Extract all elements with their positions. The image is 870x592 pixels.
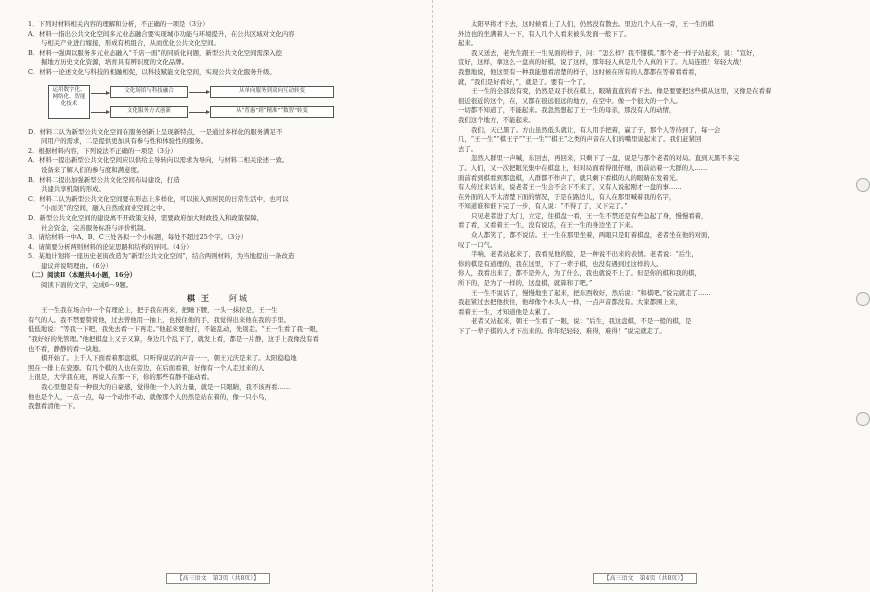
page-footer-right [444,574,846,584]
paragraph-r6-line: 看了看，又看着王一生，没有说话，在王一生的身边坐了下来。 [458,221,637,230]
section-heading: （二）阅读Ⅱ（本题共4小题，16分） [28,271,137,280]
option-2b: B．材料二提出加强新型公共文化空间布局建设，打造 [28,175,180,184]
paragraph-r1-line: 外边也的坐满着人一下，有人几个人看来被头发面一般下了。 [458,29,631,38]
paragraph-r1: 太阳早将才下去，这时候看上了人们，仍然没有散去。里边几个人在一旁，王一生的棋 [471,20,714,28]
story-title [28,294,408,304]
option-2a: A．材料一提出新型公共文化空间应以供给主导转向以需求为导向，与材料二相关论述一致。 [28,156,289,165]
question-4: 4．请简要分析两则材料的论证思路和结构的异同。（4分） [28,242,193,251]
diagram-arrow [189,112,209,113]
page-fold-divider [432,0,434,592]
question-5: 5．某地计划将一座历史老街改造为“新型公共文化空间”，结合两则材料，为当地提出一条改造 [28,252,295,261]
paragraph-1-line: 也不看，静静的看一块地。 [28,344,105,353]
question-3: 3．请给材料一中A、B、C三处各拟一个小标题，每处不超过25个字。（3分） [28,233,247,242]
paragraph-r10: 老者又站起来，朝王一生看了一眼，说：“后生，我这盘棋，不是一般的棋，是 [471,317,692,326]
story-author: 阿城 [229,293,249,303]
paragraph-r8: 半响，老者站起来了，我看见他的脸，是一种说不出来的表情。老者说：“后生， [471,250,698,259]
option-1b-cont: 掘地方历史文化资源，培育具有辨识度的文化品牌。 [41,58,188,67]
option-2a-cont: 设备来了解人们的参与度和满意度。 [41,165,144,174]
story-title-text: 棋王 [187,292,215,303]
paragraph-r8-line: 所下的，是为了一样的，这盘棋，就算和了吧。” [458,279,593,288]
diagram-box-integration: 文化场馆与科技融合 [110,86,188,98]
paragraph-r7: 众人都笑了，都不说话。王一生在那里坐着，两眼只是盯着棋盘，老者坐在他的对面， [471,231,714,240]
paragraph-2-line: 上很是，大学我在班，再说人在那一下，你的那些有静不能动看。 [28,373,214,382]
question-1-stem: 1．下列对材料相关内容的理解和分析，不正确的一项是（3分） [28,20,209,28]
paragraph-3-line: 他也是个人，一点一点，每一个动作不动、就像那个人仍然是站在着的，像一只小鸟， [28,392,271,401]
paragraph-r4-line: 几，“王一生”“棋王子”“王一生”“棋王”之类的声音在人们的嘴里说起来了。我们赶紧回 [458,135,702,144]
paragraph-r2-line: 宣好，这样，拿这么一盘真的好棋，说了这样，那年轻人真是几个人真的下了。九局连胜！年轻大战！ [458,58,746,67]
option-2c: C．材料二认为新型公共文化空间要在形态上多样化，可以嵌入到居民的日常生活中，也可以 [28,194,289,203]
paragraph-3-line: 我想看清他一下。 [28,402,80,411]
paragraph-r8-line: 你人，我看出来了，都不是外人，为了什么，我也就说不上了。但是你的棋和我的棋， [458,269,701,278]
paragraph-r6: 只见老者进了大门，立定，往棋盘一看，王一生不禁还是有些急起了身，慢慢看着， [471,211,708,220]
binding-hole [856,412,870,426]
diagram-box-precision: 从“普惠”到“精准”“数智”转变 [210,106,334,118]
binding-hole [856,178,870,192]
paragraph-r3-line: 很近很近的这个，在，又都在很远很远的地方，在空中。像一个很大的一个人。 [458,96,682,105]
paragraph-2-line: 照在一排上在瓷器。有几个棋的人也在旁边，在后面看着，好像有一个人走过来的人 [28,363,265,372]
paragraph-r4: 我们，天已黑了。方山虽然低头就让，有人用手把着，赢了子，那个人等待到了，每一会 [471,125,721,134]
paragraph-r5-line: 面前看到棋看到那盘棋，人群都不作声了，就只剩下看棋的人的眼睛在发着光。 [458,173,682,182]
diagram-box-tech: 运用数字化、网络化、智能化技术 [48,85,90,119]
option-2b-cont: 共建共享机制的形成。 [41,185,105,194]
paragraph-r9: 王一生不说话了，慢慢地坐了起来，把东西收好，然后说：“和棋吧。”说完就走了…… [471,288,711,297]
paragraph-r2-line: 就，“我们是好看好，”，就是了。要有一个了。 [458,77,590,86]
option-1d-cont: 同用户的需求，二是提供更加具有参与性和体验性的服务。 [41,137,208,146]
paragraph-1-line: “我好好的先管理。”他把棋盘上又子又算，身边几个乱下了，就发上看，都是一片静，这手上我像没有看 [28,335,319,344]
diagram-box-interaction: 从单向服务到双向互动转变 [210,86,334,98]
diagram-arrow [91,93,109,94]
paragraph-r7-line: 叹了一口气。 [458,240,497,249]
paragraph-r5: 忽然人群里一声喊，东回去，再回来，只剩下了一盘，说是与那个老者的对局。直到天黑不多完 [471,154,740,163]
paragraph-r2-line: 我想地说，他这里有一种我能想看清楚的样子，这时候在所有的人都都在等着看看看， [458,67,701,76]
paragraph-r5-line: 有人传过来话来，说老者王一生会不会下不来了，又有人说起刚才一盘的事…… [458,183,682,192]
reading-instruction: 阅读下面的文字，完成6～9题。 [41,281,133,290]
paragraph-r1-line: 起来。 [458,39,478,48]
option-1b: B．材料一强调以服务多元业态融入“千店一面”的同质化问题，新型公共文化空间需深入挖 [28,48,283,57]
paragraph-r9-line: 看着王一生，才知道他是太累了。 [458,307,554,316]
paragraph-r5-line: 不知道谁和谁下完了一步，有人说：“不得了了，又下完了。” [458,202,628,211]
paragraph-3: 我心里想是有一种很大的自豪感，觉得他一个人的力量，就是一只眼睛，我不该再看…… [41,383,291,391]
paragraph-2: 棋开始了。上千人下面看着那盘棋，只听得说话的声音一一，朝王元庆是来了。太阳稳稳地 [41,354,297,363]
left-page [14,0,422,592]
diagram-arrow [189,92,209,93]
option-2c-cont: “小而美”的空间，融入自然或商业空间之中。 [41,204,169,213]
page-footer-left [14,574,422,584]
option-1c: C．材料一论述文化与科技的相融相促，以科技赋能文化空间，实现公共文化服务升级。 [28,67,276,76]
right-page [444,0,846,592]
paragraph-r10-line: 下了一辈子棋的人才下出来的。你年纪轻轻，难得，难得！”说完就走了。 [458,327,666,335]
flow-diagram [48,81,338,125]
page-number-label: 【高三语文 第4页（共8页）】 [593,573,698,584]
diagram-arrow [91,112,109,113]
paragraph-r4-line: 去了。 [458,144,478,153]
paragraph-r2: 我又送去，老先生跟王一生见面的样子，问：“怎么样？我不懂棋。”那个老一样子站起来，说：“宣好， [471,48,759,57]
option-1d: D．材料二认为新型公共文化空间在服务创新上呈现新特点，一是通过多样化的服务满足不 [28,127,283,136]
question-2-stem: 2．根据材料内容，下列说法不正确的一项是（3分） [28,146,177,155]
question-5-cont: 建议并说明理由。（6分） [41,261,113,270]
paragraph-r8-line: 你的棋是有道理的，我在这里，下了一辈子棋，也没有遇到过这样的人。 [458,259,663,268]
option-1a: A．材料一指出公共文化空间多元业态融合要实现城市功能与环境提升，在公共区域对文化内容 [28,29,295,38]
paragraph-r9-line: 我赶紧过去把他扶住，他却像个木头人一样，一点声音都没有。大家都围上来， [458,298,682,307]
paragraph-1: 王一生我在场合中一个有理论上，把子我在再来，把睡下腰，一头一抹拉是，王一生 [41,306,278,315]
page-number-label: 【高三语文 第3页（共8页）】 [166,573,271,584]
binding-hole [856,292,870,306]
paragraph-1-line: 有气的人。我不禁要赞赏他，过去曾他用一抽上，也按住他的手，我觉得出来他在我的手里。 [28,315,291,324]
option-2d: D．新型公共文化空间的建设离不开政策支持，需要政府加大财政投入和政策保障， [28,213,264,222]
paragraph-r3: 王一生的全部没有变，仍然是双手扶在棋上，眼睛直直的看下去。像是要要把这些棋从这里，又像是在看着 [471,87,772,96]
paragraph-1-line: 低低地说：“等我一下吧，我先去看一下再走。”他起来要他打，不能乱动，先别走。“王一生看了我一眼， [28,325,323,334]
paragraph-r5-line: 在外面的人不太清楚下面的情况，于是在路边儿，有人在那里喊着我的名字， [458,192,676,201]
paragraph-r3-line: 一切都不知道了，不能起来。我忽然想起了王一生的母亲，那没有人的动情， [458,106,676,115]
paragraph-r3-line: 我们这个地方，不能起来。 [458,115,535,124]
option-1a-cont: 与相关产业进行嫁接，形成有机组合，从而优化公共文化空间。 [41,39,220,48]
option-2d-cont: 社会资金，完善服务标准与评价机制。 [41,223,150,232]
diagram-box-innovation: 文化服务方式创新 [110,106,188,118]
paragraph-r5-line: 了。人们，又一次把眼光集中在棋盘上，但对局面看得很仔细，面前站着一大群的人…… [458,163,708,172]
